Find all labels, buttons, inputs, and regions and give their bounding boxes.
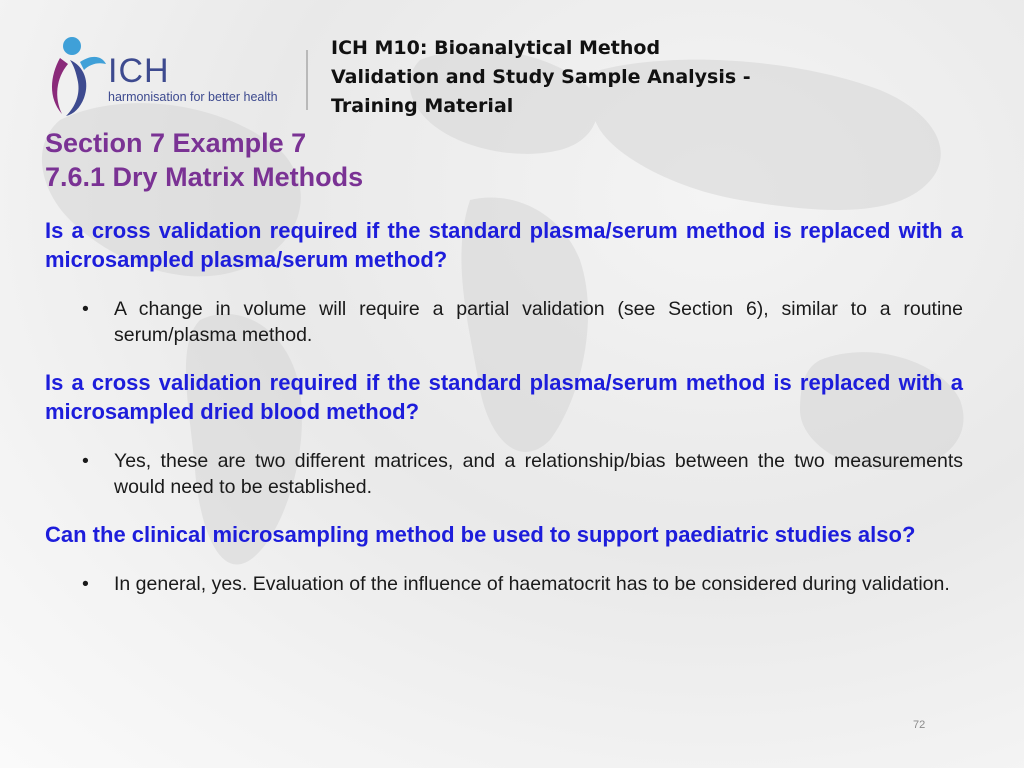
answer-bullet [45,448,963,500]
section-heading-line1: Section 7 Example 7 [45,128,307,158]
page-number: 72 [913,719,926,731]
section-heading-line2: 7.6.1 Dry Matrix Methods [45,162,364,192]
answer-bullet [45,571,963,597]
course-title-line: ICH M10: Bioanalytical Method [331,37,661,59]
logo-tagline: harmonisation for better health [108,90,278,104]
course-title-line: Training Material [331,95,514,117]
answer-text: A change in volume will require a partial validation (see Section 6), similar to a routine serum/plasma method. [114,298,963,346]
section-heading [45,126,363,194]
question-text: Is a cross validation required if the standard plasma/serum method is replaced with a microsampled dried blood method? [45,370,963,424]
qa-item [45,216,963,348]
qa-content [45,216,963,617]
ich-logo-mark [40,36,310,118]
bullet-icon: • [82,298,89,320]
question-text: Can the clinical microsampling method be used to support paediatric studies also? [45,522,916,547]
logo-wordmark: ICH [108,52,170,90]
course-title [331,34,811,121]
answer-text: In general, yes. Evaluation of the influence of haematocrit has to be considered during validation. [114,573,950,595]
question-text: Is a cross validation required if the standard plasma/serum method is replaced with a microsampled plasma/serum method? [45,218,963,272]
course-title-line: Validation and Study Sample Analysis - [331,66,751,88]
qa-item [45,520,963,597]
answer-bullet [45,296,963,348]
answer-text: Yes, these are two different matrices, and a relationship/bias between the two measurements would need to be established. [114,450,963,498]
header-divider [306,50,308,110]
qa-item [45,368,963,500]
bullet-icon: • [82,450,89,472]
bullet-icon: • [82,573,89,595]
